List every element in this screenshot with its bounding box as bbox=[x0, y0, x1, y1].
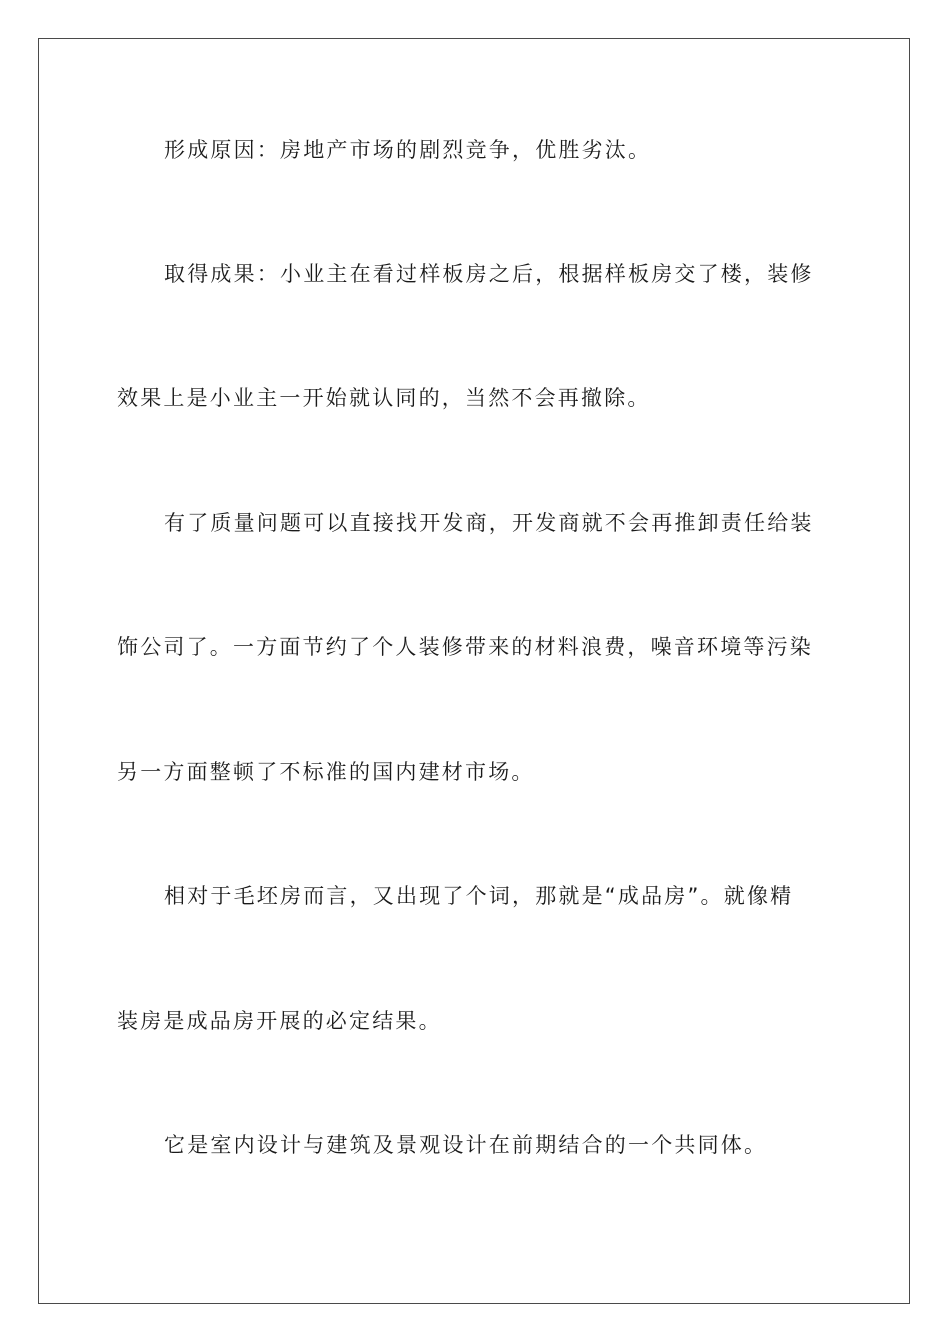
paragraph-line-6: 另一方面整顿了不标准的国内建材市场。 bbox=[117, 760, 535, 784]
paragraph-line-2: 取得成果：小业主在看过样板房之后，根据样板房交了楼，装修 bbox=[164, 262, 814, 286]
paragraph-line-3: 效果上是小业主一开始就认同的，当然不会再撤除。 bbox=[117, 386, 651, 410]
page-border bbox=[38, 38, 910, 1304]
paragraph-line-8: 装房是成品房开展的必定结果。 bbox=[117, 1009, 442, 1033]
paragraph-line-9: 它是室内设计与建筑及景观设计在前期结合的一个共同体。 bbox=[164, 1133, 768, 1157]
paragraph-line-1: 形成原因：房地产市场的剧烈竞争，优胜劣汰。 bbox=[164, 138, 652, 162]
paragraph-line-5: 饰公司了。一方面节约了个人装修带来的材料浪费，噪音环境等污染 bbox=[117, 635, 813, 659]
paragraph-line-7: 相对于毛坯房而言，又出现了个词，那就是“成品房”。就像精 bbox=[164, 884, 794, 908]
paragraph-line-4: 有了质量问题可以直接找开发商，开发商就不会再推卸责任给装 bbox=[164, 511, 814, 535]
